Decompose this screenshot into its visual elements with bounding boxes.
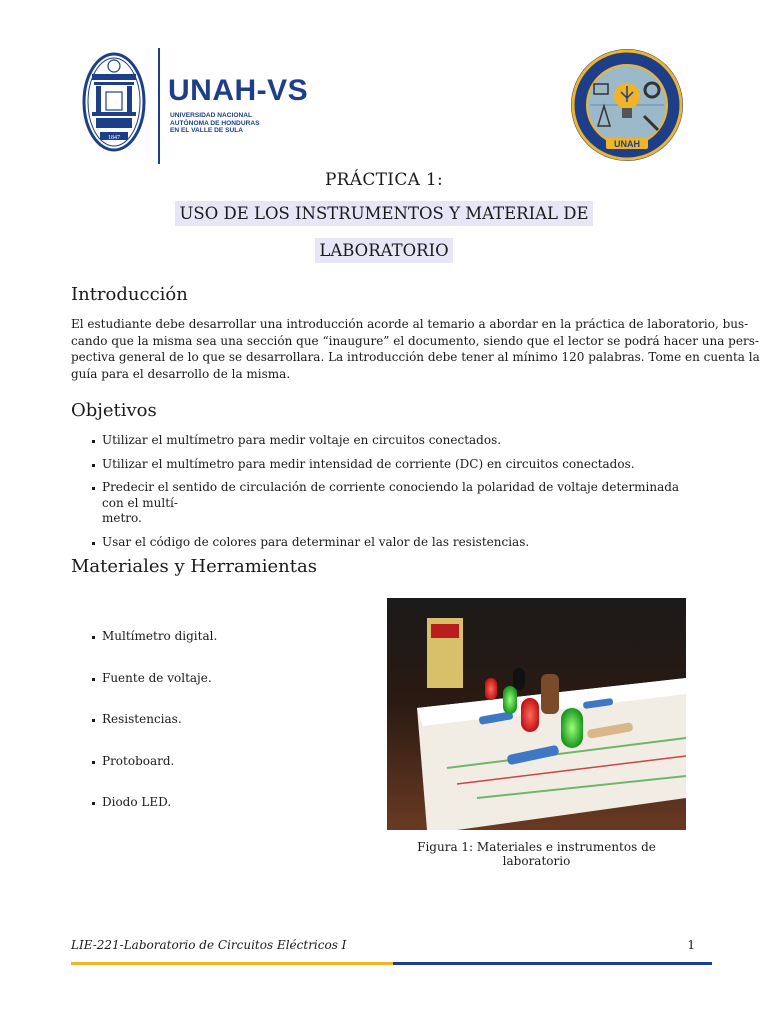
- list-item: Diodo LED.: [71, 795, 371, 811]
- objectives-list: [71, 433, 691, 550]
- paragraph-line: cando que la misma sea una sección que “inaugure” el documento, siendo que el lector se podrá hacer una pers-: [71, 333, 759, 348]
- brand-subtitle: [170, 112, 260, 135]
- footer-course-name: LIE-221-Laboratorio de Circuitos Eléctricos I: [71, 938, 347, 952]
- brand-subtitle-line: UNIVERSIDAD NACIONAL: [170, 112, 253, 119]
- brand-title: UNAH-VS: [168, 74, 309, 107]
- practice-number-text: PRÁCTICA 1:: [324, 170, 444, 190]
- header-divider: [158, 48, 160, 164]
- brand-subtitle-line: AUTÓNOMA DE HONDURAS: [170, 119, 260, 127]
- brand-subtitle-line: EN EL VALLE DE SULA: [170, 127, 244, 135]
- footer-page-number: 1: [687, 938, 695, 952]
- list-item: Multímetro digital.: [71, 629, 371, 645]
- section-heading-materiales: Materiales y Herramientas: [71, 556, 317, 577]
- breadboard-leds-photo: [387, 598, 686, 830]
- practice-title-text-2: LABORATORIO: [315, 238, 452, 263]
- practice-title-line2: [0, 241, 768, 260]
- badge-unah-label: UNAH: [614, 139, 640, 149]
- paragraph-line: El estudiante debe desarrollar una introducción acorde al temario a abordar en la práctica de laboratorio, bus-: [71, 317, 749, 331]
- figure-caption: Figura 1: Materiales e instrumentos de laboratorio: [417, 840, 656, 868]
- list-item-line: metro.: [102, 511, 142, 525]
- list-item: Fuente de voltaje.: [71, 671, 371, 687]
- list-item-line: Predecir el sentido de circulación de corriente conociendo la polaridad de voltaje determinada con el multí-: [102, 480, 680, 510]
- list-item: Protoboard.: [71, 754, 371, 770]
- electrical-engineering-badge-logo: [568, 46, 686, 164]
- seal-year: 1847: [108, 135, 120, 141]
- practice-number: [0, 170, 768, 190]
- section-heading-introduccion: Introducción: [71, 284, 188, 305]
- practice-title-line1: [0, 204, 768, 223]
- list-item: Resistencias.: [71, 712, 371, 728]
- paragraph-line: pectiva general de lo que se desarrollara. La introducción debe tener al mínimo 120 palabras. Tome en cuenta la: [71, 350, 760, 364]
- practice-title-text-1: USO DE LOS INSTRUMENTOS Y MATERIAL DE: [175, 201, 592, 226]
- intro-paragraph: [71, 316, 760, 382]
- paragraph-line: guía para el desarrollo de la misma.: [71, 366, 291, 381]
- list-item: Utilizar el multímetro para medir intensidad de corriente (DC) en circuitos conectados.: [71, 457, 691, 473]
- university-seal-logo: [82, 52, 146, 152]
- header-logos: [78, 46, 690, 166]
- footer-bar-gold: [71, 962, 393, 965]
- materials-list: [71, 629, 371, 811]
- list-item: Usar el código de colores para determinar el valor de las resistencias.: [71, 535, 691, 551]
- section-heading-objetivos: Objetivos: [71, 400, 157, 421]
- footer-bar-blue: [393, 962, 712, 965]
- list-item: Utilizar el multímetro para medir voltaje en circuitos conectados.: [71, 433, 691, 449]
- list-item: [71, 480, 691, 527]
